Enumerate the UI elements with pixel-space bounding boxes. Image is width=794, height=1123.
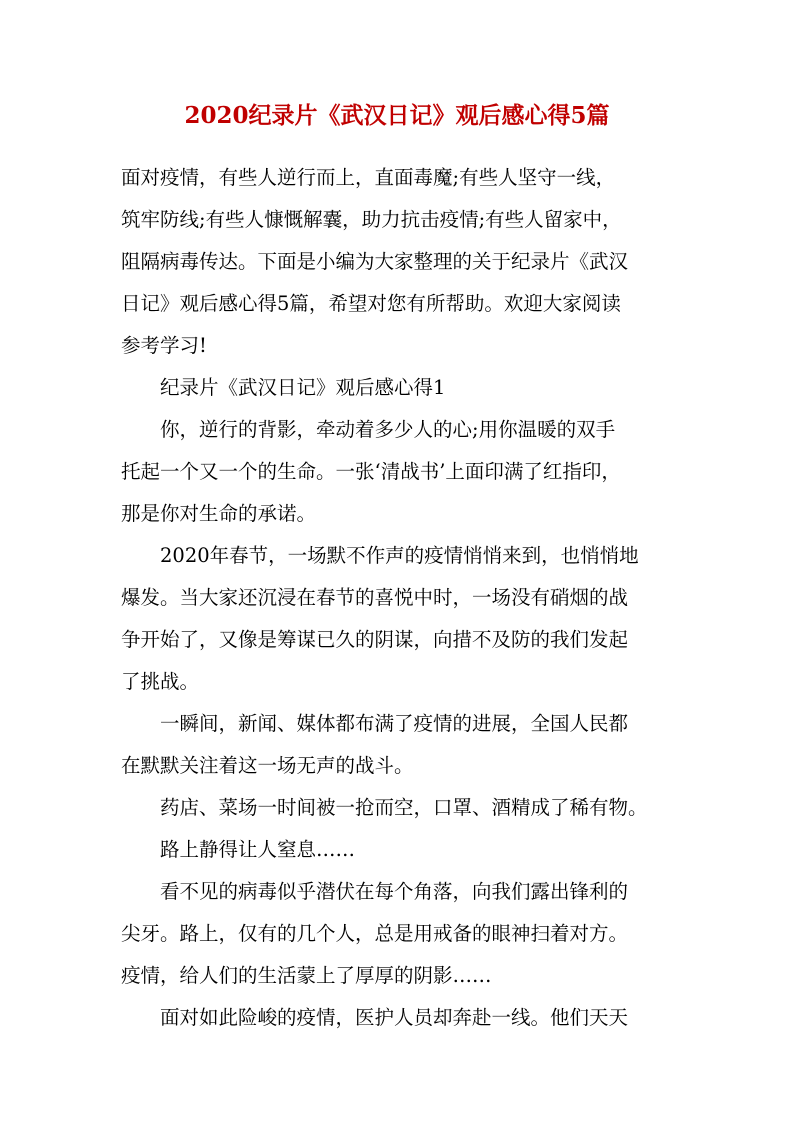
body-line: 你，逆行的背影，牵动着多少人的心;用你温暖的双手	[160, 418, 616, 441]
body-line: 2020年春节，一场默不作声的疫情悄悄来到，也悄悄地	[160, 544, 639, 567]
body-line: 日记》观后感心得5篇，希望对您有所帮助。欢迎大家阅读	[121, 292, 621, 315]
body-line: 看不见的病毒似乎潜伏在每个角落，向我们露出锋利的	[160, 880, 629, 903]
body-line: 了挑战。	[121, 670, 200, 693]
body-line: 爆发。当大家还沉浸在春节的喜悦中时，一场没有硝烟的战	[121, 586, 629, 609]
body-line: 路上静得让人窒息……	[160, 838, 356, 861]
body-line: 面对疫情，有些人逆行而上，直面毒魔;有些人坚守一线，	[121, 166, 616, 189]
body-line: 在默默关注着这一场无声的战斗。	[121, 754, 414, 777]
body-line: 托起一个又一个的生命。一张‘清战书’上面印满了红指印，	[121, 460, 621, 483]
body-line: 参考学习!	[121, 334, 207, 357]
body-line: 那是你对生命的承诺。	[121, 502, 317, 525]
body-line: 疫情，给人们的生活蒙上了厚厚的阴影……	[121, 964, 492, 987]
body-line: 尖牙。路上，仅有的几个人，总是用戒备的眼神扫着对方。	[121, 922, 629, 945]
body-line: 阻隔病毒传达。下面是小编为大家整理的关于纪录片《武汉	[121, 250, 629, 273]
body-line: 药店、菜场一时间被一抢而空，口罩、酒精成了稀有物。	[160, 796, 648, 819]
section-heading: 纪录片《武汉日记》观后感心得1	[160, 376, 446, 399]
body-line: 面对如此险峻的疫情，医护人员却奔赴一线。他们天天	[160, 1006, 629, 1029]
body-line: 一瞬间，新闻、媒体都布满了疫情的进展，全国人民都	[160, 712, 629, 735]
body-line: 争开始了，又像是筹谋已久的阴谋，向措不及防的我们发起	[121, 628, 629, 651]
body-line: 筑牢防线;有些人慷慨解囊，助力抗击疫情;有些人留家中，	[121, 208, 622, 231]
document-title: 2020纪录片《武汉日记》观后感心得5篇	[184, 102, 610, 129]
